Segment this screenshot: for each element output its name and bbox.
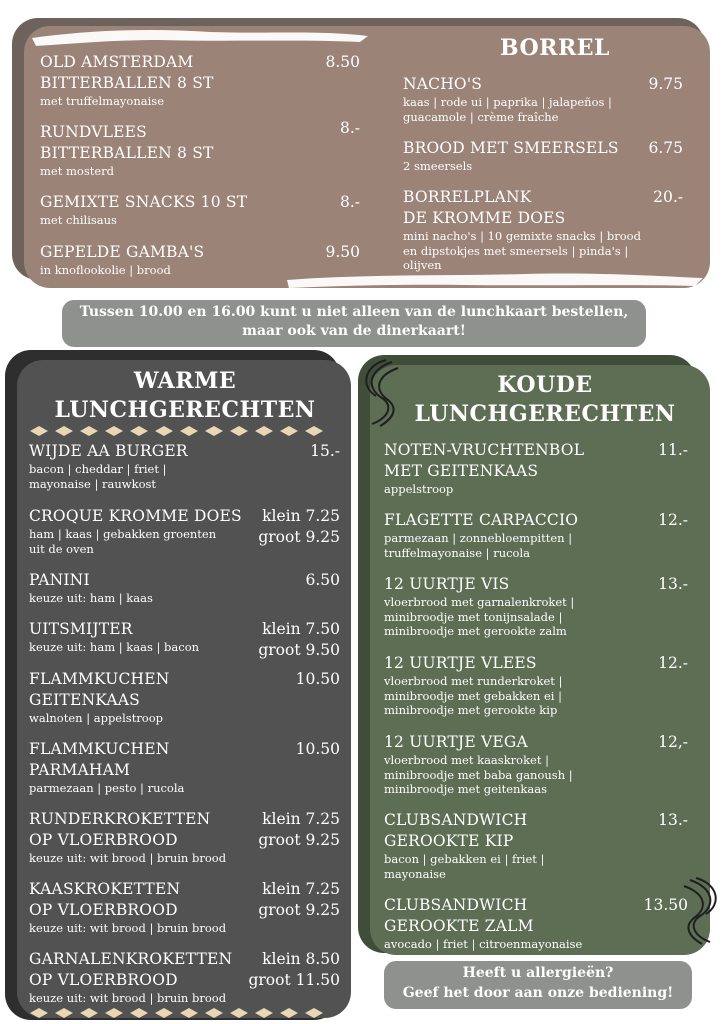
notice-banner: Tussen 10.00 en 16.00 kunt u niet alleen van de lunchkaart bestellen, maar ook van de dinerkaart! (62, 300, 646, 347)
warm-item (29, 949, 340, 1006)
warm-item (29, 669, 340, 726)
item-name: GEMIXTE SNACKS 10 ST (40, 193, 248, 211)
warm-item (29, 441, 340, 491)
item-price: klein 8.50 groot 11.50 (248, 950, 340, 989)
item-desc: parmezaan | zonnebloempitten | truffelmayonaise | rucola (384, 531, 573, 560)
koud-item (384, 440, 688, 497)
borrel-item (403, 187, 683, 273)
item-name: KAASKROKETTEN OP VLOERBROOD (29, 880, 181, 919)
item-desc: ham | kaas | gebakken groenten uit de oven (29, 527, 217, 556)
item-price: 6.50 (305, 571, 340, 589)
koud-item (384, 810, 688, 881)
item-price: 10.50 (295, 740, 340, 758)
item-desc: met chilisaus (40, 213, 117, 227)
item-price: klein 7.25 groot 9.25 (258, 880, 340, 919)
item-price: 11.- (658, 441, 688, 459)
item-desc: vloerbrood met garnalenkroket | minibroodje met tonijnsalade | minibroodje met gerookte zalm (384, 595, 575, 638)
item-desc: bacon | gebakken ei | friet | mayonaise (384, 852, 545, 881)
borrel-item (40, 192, 360, 228)
borrel-item (40, 242, 360, 278)
item-price: klein 7.50 groot 9.50 (258, 620, 340, 659)
borrel-title: BORREL (500, 35, 610, 61)
item-name: FLAMMKUCHEN GEITENKAAS (29, 670, 170, 709)
item-name: CLUBSANDWICH GEROOKTE KIP (384, 811, 528, 850)
allergy-banner: Heeft u allergieën? Geef het door aan onze bediening! (384, 961, 692, 1009)
koud-title: KOUDE LUNCHGERECHTEN (414, 372, 676, 427)
item-desc: avocado | friet | citroenmayonaise (384, 937, 583, 951)
item-name: RUNDVLEES BITTERBALLEN 8 ST (40, 123, 214, 162)
item-price: 8.- (339, 193, 360, 211)
item-desc: appelstroop (384, 482, 454, 496)
item-desc: kaas | rode ui | paprika | jalapeños | guacamole | crème fraîche (403, 95, 612, 124)
item-price: 9.75 (648, 75, 683, 93)
item-price: klein 7.25 groot 9.25 (258, 810, 340, 849)
item-name: NACHO'S (403, 75, 483, 93)
item-name: BROOD MET SMEERSELS (403, 139, 619, 157)
item-name: 12 UURTJE VLEES (384, 654, 537, 672)
koud-item (384, 510, 688, 560)
borrel-item (40, 119, 360, 179)
item-desc: keuze uit: wit brood | bruin brood (29, 921, 227, 935)
item-desc: met mosterd (40, 164, 115, 178)
item-name: RUNDERKROKETTEN OP VLOERBROOD (29, 810, 211, 849)
item-name: PANINI (29, 571, 90, 589)
item-desc: walnoten | appelstroop (29, 711, 164, 725)
item-price: 8.- (339, 119, 360, 137)
item-name: OLD AMSTERDAM BITTERBALLEN 8 ST (40, 53, 214, 92)
item-desc: keuze uit: ham | kaas | bacon (29, 640, 200, 654)
item-desc: keuze uit: wit brood | bruin brood (29, 991, 227, 1005)
warm-divider-bottom (30, 1008, 323, 1018)
item-name: 12 UURTJE VEGA (384, 733, 528, 751)
item-desc: vloerbrood met kaaskroket | minibroodje met baba ganoush | minibroodje met geitenkaas (384, 753, 573, 796)
item-name: BORRELPLANK DE KROMME DOES (403, 188, 566, 227)
item-name: FLAGETTE CARPACCIO (384, 511, 579, 529)
item-price: 6.75 (648, 139, 683, 157)
warm-item (29, 879, 340, 936)
item-desc: bacon | cheddar | friet | mayonaise | rauwkost (29, 462, 167, 491)
item-price: klein 7.25 groot 9.25 (258, 507, 340, 546)
brush-stroke-top (30, 22, 370, 52)
item-price: 20.- (653, 188, 683, 206)
koud-item (384, 732, 688, 797)
item-price: 15.- (310, 442, 340, 460)
item-price: 12,- (658, 733, 688, 751)
item-price: 13.- (658, 811, 688, 829)
item-desc: keuze uit: ham | kaas (29, 591, 153, 605)
item-desc: mini nacho's | 10 gemixte snacks | brood en dipstokjes met smeersels | pinda's | olijven (403, 229, 641, 272)
item-desc: vloerbrood met runderkroket | minibroodje met gebakken ei | minibroodje met gerookte kip (384, 674, 563, 717)
item-price: 8.50 (325, 53, 360, 71)
item-name: FLAMMKUCHEN PARMAHAM (29, 740, 170, 779)
koud-item (384, 895, 688, 952)
item-desc: keuze uit: wit brood | bruin brood (29, 851, 227, 865)
item-desc: in knoflookolie | brood (40, 263, 171, 277)
item-desc: met truffelmayonaise (40, 94, 164, 108)
item-name: GEPELDE GAMBA'S (40, 243, 205, 261)
item-price: 12.- (658, 511, 688, 529)
item-desc: parmezaan | pesto | rucola (29, 781, 185, 795)
koud-item (384, 653, 688, 718)
item-price: 9.50 (325, 243, 360, 261)
borrel-item (403, 138, 683, 174)
item-price: 10.50 (295, 670, 340, 688)
item-name: GARNALENKROKETTEN OP VLOERBROOD (29, 950, 233, 989)
warm-item (29, 619, 340, 659)
warm-item (29, 739, 340, 796)
item-price: 12.- (658, 654, 688, 672)
item-desc: 2 smeersels (403, 159, 473, 173)
borrel-item (40, 52, 360, 109)
warm-item (29, 809, 340, 866)
item-name: WIJDE AA BURGER (29, 442, 188, 460)
warm-divider-top (30, 426, 323, 436)
item-name: CROQUE KROMME DOES (29, 507, 242, 525)
koud-item (384, 574, 688, 639)
item-name: UITSMIJTER (29, 620, 133, 638)
item-price: 13.50 (643, 896, 688, 914)
item-name: CLUBSANDWICH GEROOKTE ZALM (384, 896, 534, 935)
item-name: NOTEN-VRUCHTENBOL MET GEITENKAAS (384, 441, 585, 480)
item-name: 12 UURTJE VIS (384, 575, 510, 593)
borrel-item (403, 74, 683, 124)
warm-item (29, 570, 340, 606)
warm-item (29, 506, 340, 556)
item-price: 13.- (658, 575, 688, 593)
warm-title: WARME LUNCHGERECHTEN (54, 368, 316, 423)
